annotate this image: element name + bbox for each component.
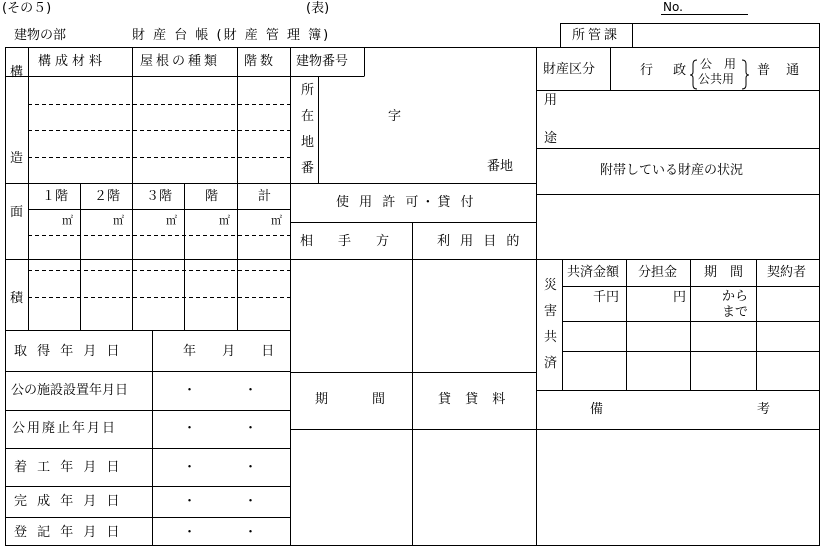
date-registered-dot-1: ・	[183, 525, 197, 540]
col-period: 期 間	[704, 265, 744, 280]
date-completed-dot-2: ・	[244, 494, 258, 509]
unit-3: ㎡	[166, 214, 177, 227]
disaster-label-2: 害	[544, 304, 558, 319]
unit-4: ㎡	[219, 214, 230, 227]
floor-2: ２階	[94, 189, 121, 204]
unit-5: ㎡	[271, 214, 282, 227]
number-label: No.	[663, 0, 683, 14]
property-class-label: 財産区分	[543, 62, 596, 77]
aza-label: 字	[388, 109, 402, 124]
col-building-no: 建物番号	[296, 54, 349, 69]
date-completed-dot-1: ・	[183, 494, 197, 509]
date-completed-label: 完 成 年 月 日	[14, 494, 123, 509]
unit-2: ㎡	[113, 214, 124, 227]
date-facility-dot-1: ・	[183, 383, 197, 398]
floor-1: １階	[42, 189, 69, 204]
date-started-label: 着 工 年 月 日	[14, 460, 123, 475]
section-label: 建物の部	[14, 28, 67, 43]
unit-thousand-yen: 千円	[593, 290, 620, 305]
permit-period: 期 間	[315, 392, 392, 407]
permit-party: 相 手 方	[300, 234, 396, 249]
permit-purpose: 利 用 目 的	[437, 234, 523, 249]
disaster-label-3: 共	[544, 330, 558, 345]
date-registered-label: 登 記 年 月 日	[14, 525, 123, 540]
part-label: (その５)	[2, 1, 52, 16]
col-roof: 屋根の種類	[140, 54, 221, 69]
use-label-2: 途	[544, 131, 558, 146]
col-share: 分担金	[638, 265, 678, 280]
floor-3: ３階	[146, 189, 173, 204]
opt-kokyoyo: 公共用	[698, 72, 735, 86]
area-label-1: 面	[10, 205, 24, 220]
permit-title: 使 用 許 可・貸 付	[336, 195, 477, 210]
remarks-right: 考	[757, 402, 771, 417]
attached-property-label: 附帯している財産の状況	[600, 163, 744, 178]
date-started-dot-2: ・	[244, 460, 258, 475]
location-label-2: 在	[301, 109, 315, 124]
location-label-3: 地	[301, 135, 315, 150]
period-until: まで	[722, 305, 749, 320]
date-abolished-dot-2: ・	[244, 421, 258, 436]
date-started-dot-1: ・	[183, 460, 197, 475]
structure-label-2: 造	[10, 151, 24, 166]
col-insured-amount: 共済金額	[567, 265, 620, 280]
permit-rent: 貸 貸 料	[438, 392, 511, 407]
floor-n: 階	[205, 189, 219, 204]
gyosei-label: 行 政	[640, 63, 695, 78]
dept-label: 所管課	[572, 28, 621, 43]
area-label-2: 積	[10, 291, 24, 306]
side-label: (表)	[306, 1, 330, 16]
date-registered-dot-2: ・	[244, 525, 258, 540]
unit-1: ㎡	[62, 214, 73, 227]
col-contractor: 契約者	[767, 265, 807, 280]
form-title: 財 産 台 帳 (財 産 管 理 簿)	[132, 28, 331, 43]
date-abolished-label: 公用廃止年月日	[12, 421, 118, 436]
col-floors: 階数	[244, 54, 277, 69]
date-acquired-value: 年 月 日	[183, 344, 278, 359]
use-label-1: 用	[544, 93, 558, 108]
date-facility-label: 公の施設設置年月日	[11, 383, 129, 398]
col-material: 構成材料	[38, 54, 107, 69]
structure-label-1: 構	[10, 65, 24, 80]
disaster-label-4: 済	[544, 356, 558, 371]
banchi-label: 番地	[487, 159, 514, 174]
date-facility-dot-2: ・	[244, 383, 258, 398]
location-label-1: 所	[301, 83, 315, 98]
location-label-4: 番	[301, 161, 315, 176]
opt-koyo: 公 用	[700, 57, 737, 71]
date-abolished-dot-1: ・	[183, 421, 197, 436]
floor-total: 計	[258, 189, 272, 204]
date-acquired-label: 取 得 年 月 日	[14, 344, 123, 359]
disaster-label-1: 災	[544, 278, 558, 293]
period-from: から	[722, 289, 749, 304]
remarks-left: 備	[590, 402, 604, 417]
unit-yen: 円	[673, 290, 687, 305]
futsu-label: 普 通	[757, 63, 806, 78]
